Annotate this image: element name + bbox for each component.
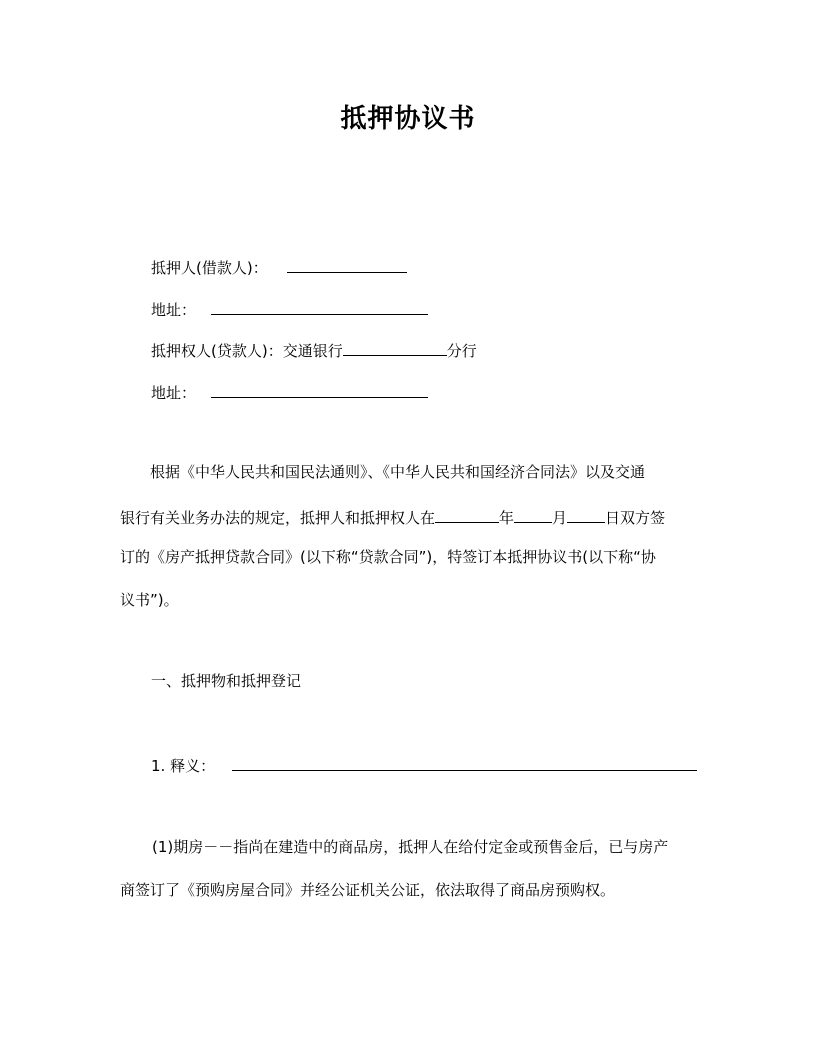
month-label: 月	[552, 509, 568, 527]
document-title: 抵押协议书	[340, 104, 476, 134]
intro-line-2	[120, 506, 665, 528]
month-blank	[514, 506, 552, 523]
mortgagor-blank	[287, 256, 407, 273]
intro-line-3: 订的《房产抵押贷款合同》(以下称“贷款合同”)，特签订本抵押协议书(以下称“协	[120, 548, 656, 566]
year-blank	[435, 506, 499, 523]
year-label: 年	[499, 509, 515, 527]
mortgagor-line	[151, 256, 407, 278]
section-1-heading: 一、抵押物和抵押登记	[151, 672, 302, 690]
mortgagor-label: 抵押人(借款人)：	[151, 259, 268, 277]
intro-line-1: 根据《中华人民共和国民法通则》、《中华人民共和国经济合同法》以及交通	[150, 463, 646, 481]
intro-line-2-text: 银行有关业务办法的规定，抵押人和抵押权人在	[120, 509, 436, 527]
address-label-2: 地址：	[151, 384, 197, 402]
address-blank-2	[211, 381, 428, 398]
day-label: 日双方签	[605, 509, 666, 527]
sub-item-1-line-2: 商签订了《预购房屋合同》并经公证机关公证，依法取得了商品房预购权。	[120, 881, 616, 899]
mortgagee-branch-blank	[343, 339, 447, 356]
intro-line-4: 议书”)。	[120, 591, 179, 609]
day-blank	[567, 506, 605, 523]
item-1-label: 1. 释义：	[151, 757, 216, 775]
address-label-1: 地址：	[151, 301, 197, 319]
address-line-1	[151, 298, 428, 320]
item-1-line	[151, 754, 697, 776]
item-1-blank	[232, 754, 697, 771]
address-blank-1	[211, 298, 428, 315]
sub-item-1-line-1: (1)期房－－指尚在建造中的商品房，抵押人在给付定金或预售金后，已与房产	[152, 838, 669, 856]
mortgagee-label: 抵押权人(贷款人)：交通银行	[151, 342, 343, 360]
mortgagee-line	[151, 339, 477, 361]
address-line-2	[151, 381, 428, 403]
mortgagee-suffix: 分行	[446, 342, 477, 360]
